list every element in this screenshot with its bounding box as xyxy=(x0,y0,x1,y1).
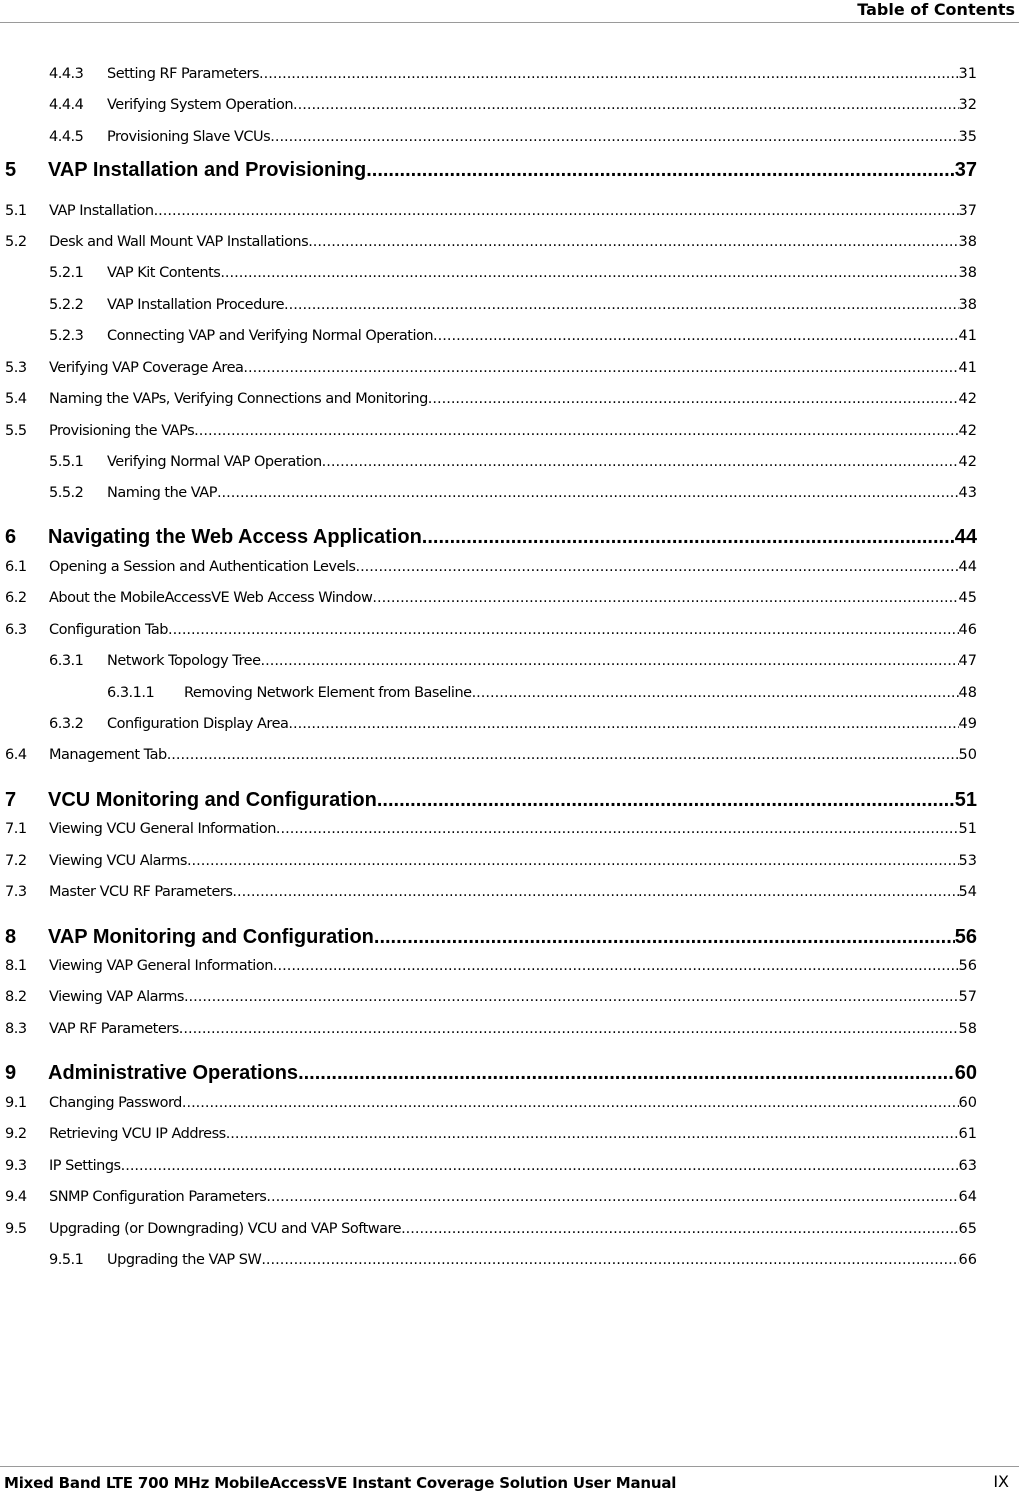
toc-entry-number: 5.2.1 xyxy=(49,265,84,281)
toc-entry[interactable] xyxy=(5,232,977,252)
toc-entry[interactable] xyxy=(49,95,977,115)
toc-entry-title: Upgrading the VAP SW xyxy=(107,1252,262,1268)
toc-entry-title: Provisioning Slave VCUs xyxy=(107,129,271,145)
toc-entry-page: 51 xyxy=(954,789,977,811)
toc-entry-page: 47 xyxy=(958,653,977,669)
toc-chapter[interactable] xyxy=(5,925,977,949)
toc-dot-leader xyxy=(401,1219,958,1239)
toc-entry-page: 45 xyxy=(958,590,977,606)
toc-entry-page: 58 xyxy=(958,1021,977,1037)
toc-entry-title: Setting RF Parameters xyxy=(107,66,260,82)
toc-entry-page: 37 xyxy=(958,203,977,219)
toc-entry-page: 54 xyxy=(958,884,977,900)
toc-entry-number: 6.1 xyxy=(5,559,27,575)
toc-entry[interactable] xyxy=(5,421,977,441)
toc-entry[interactable] xyxy=(49,651,977,671)
toc-dot-leader xyxy=(270,127,958,147)
toc-entry[interactable] xyxy=(49,295,977,315)
toc-entry-number: 4.4.5 xyxy=(49,129,84,145)
toc-entry-page: 60 xyxy=(958,1095,977,1111)
toc-entry[interactable] xyxy=(49,127,977,147)
toc-entry-page: 32 xyxy=(958,97,977,113)
toc-entry-title: Master VCU RF Parameters xyxy=(49,884,233,900)
toc-entry-title: Changing Password xyxy=(49,1095,182,1111)
toc-entry-number: 4.4.4 xyxy=(49,97,84,113)
toc-entry-number: 6.3 xyxy=(5,622,27,638)
toc-entry[interactable] xyxy=(107,683,977,703)
toc-entry[interactable] xyxy=(49,714,977,734)
toc-entry-title: VAP Installation Procedure xyxy=(107,297,285,313)
toc-entry-title: Retrieving VCU IP Address xyxy=(49,1126,226,1142)
toc-dot-leader xyxy=(261,1250,958,1270)
toc-dot-leader xyxy=(422,525,955,549)
toc-entry-number: 6.3.1 xyxy=(49,653,84,669)
toc-dot-leader xyxy=(259,64,959,84)
toc-dot-leader xyxy=(433,326,959,346)
toc-entry-number: 5.2.3 xyxy=(49,328,84,344)
toc-entry[interactable] xyxy=(49,64,977,84)
toc-entry[interactable] xyxy=(5,620,977,640)
toc-entry-title: Management Tab xyxy=(49,747,167,763)
toc-entry-page: 51 xyxy=(958,821,977,837)
toc-entry-title: Viewing VAP Alarms xyxy=(49,989,184,1005)
toc-entry-number: 9.1 xyxy=(5,1095,27,1111)
toc-entry-number: 5.2 xyxy=(5,234,27,250)
toc-entry-number: 9.4 xyxy=(5,1189,27,1205)
footer-title: Mixed Band LTE 700 MHz MobileAccessVE Instant Coverage Solution User Manual xyxy=(4,1474,677,1492)
toc-dot-leader xyxy=(284,295,959,315)
toc-entry-title: Viewing VCU General Information xyxy=(49,821,276,837)
toc-entry-title: VCU Monitoring and Configuration xyxy=(48,789,377,811)
toc-entry-number: 8 xyxy=(5,926,17,948)
toc-entry-number: 4.4.3 xyxy=(49,66,84,82)
toc-entry[interactable] xyxy=(5,1219,977,1239)
toc-entry-title: Provisioning the VAPs xyxy=(49,423,195,439)
toc-chapter[interactable] xyxy=(5,788,977,812)
toc-entry-page: 53 xyxy=(958,853,977,869)
toc-dot-leader xyxy=(226,1124,959,1144)
toc-dot-leader xyxy=(232,882,958,902)
toc-entry-title: About the MobileAccessVE Web Access Window xyxy=(49,590,373,606)
toc-chapter[interactable] xyxy=(5,158,977,182)
toc-entry-title: VAP Monitoring and Configuration xyxy=(48,926,374,948)
toc-dot-leader xyxy=(293,95,959,115)
toc-dot-leader xyxy=(322,452,959,472)
toc-entry-title: Verifying System Operation xyxy=(107,97,294,113)
toc-entry-page: 42 xyxy=(958,391,977,407)
page-header xyxy=(0,0,1019,23)
toc-entry-title: Desk and Wall Mount VAP Installations xyxy=(49,234,309,250)
toc-entry-page: 49 xyxy=(958,716,977,732)
toc-entry-title: Naming the VAPs, Verifying Connections and Monitoring xyxy=(49,391,428,407)
toc-entry-title: Upgrading (or Downgrading) VCU and VAP Software xyxy=(49,1221,402,1237)
toc-dot-leader xyxy=(182,1093,959,1113)
toc-dot-leader xyxy=(472,683,959,703)
toc-entry-title: Administrative Operations xyxy=(48,1062,299,1084)
toc-entry[interactable] xyxy=(5,1187,977,1207)
toc-entry-page: 35 xyxy=(958,129,977,145)
toc-entry-title: Configuration Display Area xyxy=(107,716,289,732)
toc-entry[interactable] xyxy=(5,1124,977,1144)
toc-entry-number: 9.2 xyxy=(5,1126,27,1142)
toc-entry-page: 42 xyxy=(958,454,977,470)
toc-dot-leader xyxy=(428,389,959,409)
toc-entry-title: Viewing VCU Alarms xyxy=(49,853,187,869)
toc-entry-title: Connecting VAP and Verifying Normal Operation xyxy=(107,328,434,344)
toc-entry-page: 41 xyxy=(958,360,977,376)
toc-entry[interactable] xyxy=(5,882,977,902)
toc-entry-title: Opening a Session and Authentication Levels xyxy=(49,559,356,575)
toc-entry-number: 5.5.1 xyxy=(49,454,84,470)
footer-page-number: IX xyxy=(993,1472,1009,1491)
toc-entry-page: 65 xyxy=(958,1221,977,1237)
toc-entry-title: VAP Installation and Provisioning xyxy=(48,159,367,181)
toc-dot-leader xyxy=(187,851,959,871)
toc-dot-leader xyxy=(298,1061,955,1085)
toc-entry-number: 6.2 xyxy=(5,590,27,606)
toc-entry-page: 61 xyxy=(958,1126,977,1142)
toc-dot-leader xyxy=(355,557,958,577)
toc-entry-number: 6.3.2 xyxy=(49,716,84,732)
toc-entry-title: VAP Kit Contents xyxy=(107,265,221,281)
toc-dot-leader xyxy=(121,1156,959,1176)
toc-entry-page: 44 xyxy=(954,526,977,548)
toc-entry[interactable] xyxy=(5,851,977,871)
toc-entry[interactable] xyxy=(5,557,977,577)
toc-entry[interactable] xyxy=(5,987,977,1007)
toc-entry-page: 60 xyxy=(954,1062,977,1084)
toc-dot-leader xyxy=(266,1187,958,1207)
toc-entry-page: 56 xyxy=(958,958,977,974)
toc-entry-number: 6.3.1.1 xyxy=(107,685,155,701)
toc-dot-leader xyxy=(377,788,955,812)
toc-entry-page: 56 xyxy=(954,926,977,948)
toc-entry-page: 50 xyxy=(958,747,977,763)
toc-entry[interactable] xyxy=(5,358,977,378)
toc-entry-number: 5.4 xyxy=(5,391,27,407)
toc-entry-title: SNMP Configuration Parameters xyxy=(49,1189,267,1205)
toc-entry-number: 5.5.2 xyxy=(49,485,84,501)
toc-entry-title: Naming the VAP xyxy=(107,485,217,501)
toc-entry-page: 38 xyxy=(958,234,977,250)
toc-entry-page: 63 xyxy=(958,1158,977,1174)
toc-entry[interactable] xyxy=(5,201,977,221)
toc-dot-leader xyxy=(273,956,959,976)
toc-dot-leader xyxy=(374,925,955,949)
toc-dot-leader xyxy=(154,201,959,221)
toc-entry-number: 8.1 xyxy=(5,958,27,974)
toc-entry-page: 64 xyxy=(958,1189,977,1205)
toc-entry[interactable] xyxy=(5,1019,977,1039)
toc-entry-title: Configuration Tab xyxy=(49,622,168,638)
toc-entry-number: 8.2 xyxy=(5,989,27,1005)
toc-entry-number: 9.5 xyxy=(5,1221,27,1237)
toc-entry[interactable] xyxy=(5,588,977,608)
toc-entry-page: 66 xyxy=(958,1252,977,1268)
toc-dot-leader xyxy=(220,263,958,283)
toc-entry[interactable] xyxy=(5,745,977,765)
toc-entry-number: 7.1 xyxy=(5,821,27,837)
toc-dot-leader xyxy=(308,232,958,252)
toc-chapter[interactable] xyxy=(5,1061,977,1085)
toc-dot-leader xyxy=(194,421,958,441)
toc-entry-title: Navigating the Web Access Application xyxy=(48,526,422,548)
toc-entry-title: Viewing VAP General Information xyxy=(49,958,273,974)
toc-entry-number: 7 xyxy=(5,789,17,811)
toc-entry-page: 31 xyxy=(958,66,977,82)
toc-entry-number: 9.3 xyxy=(5,1158,27,1174)
toc-entry-number: 8.3 xyxy=(5,1021,27,1037)
toc-entry[interactable] xyxy=(49,483,977,503)
toc-entry-page: 41 xyxy=(958,328,977,344)
page-footer xyxy=(0,1466,1019,1495)
toc-entry-page: 48 xyxy=(958,685,977,701)
toc-entry-number: 9.5.1 xyxy=(49,1252,84,1268)
toc-dot-leader xyxy=(243,358,958,378)
toc-chapter[interactable] xyxy=(5,525,977,549)
toc-entry-page: 38 xyxy=(958,297,977,313)
toc-dot-leader xyxy=(366,158,955,182)
toc-entry-number: 5.1 xyxy=(5,203,27,219)
toc-entry-number: 5.3 xyxy=(5,360,27,376)
toc-entry-number: 7.3 xyxy=(5,884,27,900)
toc-entry-number: 7.2 xyxy=(5,853,27,869)
toc-entry-title: Network Topology Tree xyxy=(107,653,261,669)
toc-entry[interactable] xyxy=(49,326,977,346)
toc-entry[interactable] xyxy=(49,1250,977,1270)
toc-entry[interactable] xyxy=(5,956,977,976)
toc-entry-page: 38 xyxy=(958,265,977,281)
toc-entry[interactable] xyxy=(5,819,977,839)
toc-entry-page: 43 xyxy=(958,485,977,501)
toc-entry[interactable] xyxy=(49,263,977,283)
toc-dot-leader xyxy=(217,483,959,503)
toc-entry-number: 5.2.2 xyxy=(49,297,84,313)
toc-entry-title: Removing Network Element from Baseline xyxy=(184,685,472,701)
toc-entry-number: 5.5 xyxy=(5,423,27,439)
toc-dot-leader xyxy=(276,819,959,839)
toc-entry-page: 44 xyxy=(958,559,977,575)
toc-entry-page: 37 xyxy=(954,159,977,181)
toc-entry-number: 6 xyxy=(5,526,17,548)
toc-entry-title: Verifying Normal VAP Operation xyxy=(107,454,322,470)
toc-dot-leader xyxy=(179,1019,959,1039)
toc-entry-title: VAP Installation xyxy=(49,203,154,219)
toc-dot-leader xyxy=(167,745,959,765)
toc-dot-leader xyxy=(288,714,958,734)
toc-entry-page: 46 xyxy=(958,622,977,638)
toc-entry[interactable] xyxy=(5,389,977,409)
toc-entry-number: 9 xyxy=(5,1062,17,1084)
toc-entry-page: 57 xyxy=(958,989,977,1005)
toc-entry[interactable] xyxy=(5,1093,977,1113)
toc-entry-page: 42 xyxy=(958,423,977,439)
toc-entry[interactable] xyxy=(5,1156,977,1176)
toc-entry-number: 5 xyxy=(5,159,17,181)
toc-entry-number: 6.4 xyxy=(5,747,27,763)
toc-dot-leader xyxy=(261,651,959,671)
header-title: Table of Contents xyxy=(857,0,1015,19)
toc-dot-leader xyxy=(372,588,958,608)
toc-entry-title: IP Settings xyxy=(49,1158,121,1174)
toc-dot-leader xyxy=(184,987,959,1007)
toc-dot-leader xyxy=(168,620,959,640)
toc-entry-title: VAP RF Parameters xyxy=(49,1021,179,1037)
toc-entry[interactable] xyxy=(49,452,977,472)
toc-entry-title: Verifying VAP Coverage Area xyxy=(49,360,244,376)
